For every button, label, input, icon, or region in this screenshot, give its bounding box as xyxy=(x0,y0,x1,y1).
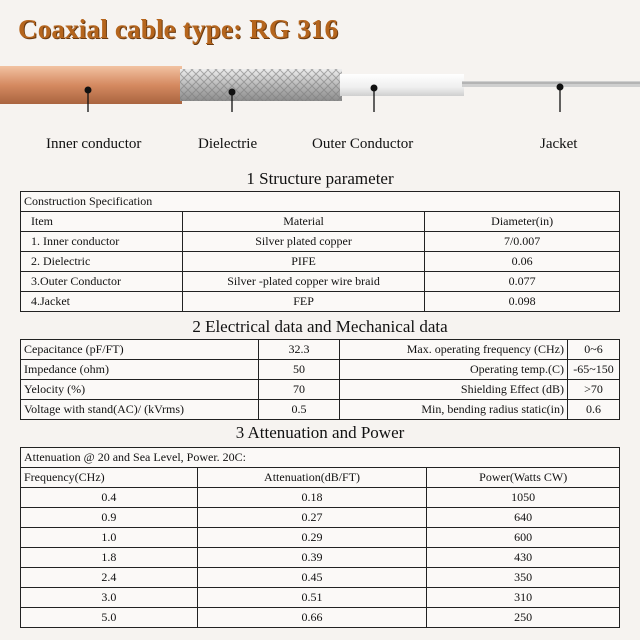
table-cell: 0.6 xyxy=(567,400,619,420)
table-row xyxy=(21,292,620,312)
table-cell: 0.39 xyxy=(197,548,427,568)
table-cell: Impedance (ohm) xyxy=(21,360,259,380)
table-cell: Silver -plated copper wire braid xyxy=(182,272,425,292)
table-cell: 1.0 xyxy=(21,528,198,548)
table-cell: 1.8 xyxy=(21,548,198,568)
table-cell: 7/0.007 xyxy=(425,232,620,252)
table-cell: 0.29 xyxy=(197,528,427,548)
section-attenuation-title: 3 Attenuation and Power xyxy=(235,423,405,442)
label-outer-conductor: Outer Conductor xyxy=(312,136,414,152)
column-header: Material xyxy=(182,212,425,232)
page-title: Coaxial cable type: RG 316 xyxy=(18,14,339,44)
table-cell: Max. operating frequency (CHz) xyxy=(340,340,568,360)
table-cell: Operating temp.(C) xyxy=(340,360,568,380)
table-cell: 250 xyxy=(427,608,620,628)
dielectric-segment xyxy=(340,74,464,96)
table-cell: PIFE xyxy=(182,252,425,272)
table-cell: 0.077 xyxy=(425,272,620,292)
column-header: Item xyxy=(21,212,183,232)
cable-illustration xyxy=(0,62,640,112)
conductor-segment xyxy=(462,81,640,87)
table-row xyxy=(21,232,620,252)
jacket-segment xyxy=(0,66,182,104)
braid-weave xyxy=(180,69,342,101)
table-caption: Attenuation @ 20 and Sea Level, Power. 20C: xyxy=(21,448,620,468)
column-header: Power(Watts CW) xyxy=(427,468,620,488)
table-row xyxy=(21,252,620,272)
label-jacket: Jacket xyxy=(540,136,578,152)
table-cell: 0.06 xyxy=(425,252,620,272)
table-row xyxy=(21,568,620,588)
table-caption-row xyxy=(21,448,620,468)
table-cell: 0.9 xyxy=(21,508,198,528)
table-cell: 2.4 xyxy=(21,568,198,588)
table-cell: 0.51 xyxy=(197,588,427,608)
table-row xyxy=(21,340,620,360)
table-cell: 0.4 xyxy=(21,488,198,508)
table-cell: 600 xyxy=(427,528,620,548)
table-cell: 0~6 xyxy=(567,340,619,360)
table-cell: Shielding Effect (dB) xyxy=(340,380,568,400)
attenuation-table xyxy=(20,447,620,628)
table-cell: -65~150 xyxy=(567,360,619,380)
table-cell: 0.18 xyxy=(197,488,427,508)
table-cell: Min, bending radius static(in) xyxy=(340,400,568,420)
table-row xyxy=(21,508,620,528)
table-row xyxy=(21,608,620,628)
table-cell: 640 xyxy=(427,508,620,528)
table-cell: 70 xyxy=(258,380,340,400)
table-row xyxy=(21,528,620,548)
table-header-row xyxy=(21,468,620,488)
column-header: Diameter(in) xyxy=(425,212,620,232)
label-dielectric: Dielectrie xyxy=(198,136,258,152)
table-cell: 1050 xyxy=(427,488,620,508)
column-header: Frequency(CHz) xyxy=(21,468,198,488)
electrical-table xyxy=(20,339,620,420)
table-cell: 2. Dielectric xyxy=(21,252,183,272)
table-row xyxy=(21,400,620,420)
table-cell: 32.3 xyxy=(258,340,340,360)
table-cell: 50 xyxy=(258,360,340,380)
table-row xyxy=(21,272,620,292)
table-cell: Silver plated copper xyxy=(182,232,425,252)
table-cell: Voltage with stand(AC)/ (kVrms) xyxy=(21,400,259,420)
table-cell: >70 xyxy=(567,380,619,400)
table-header-row xyxy=(21,212,620,232)
table-cell: 3.0 xyxy=(21,588,198,608)
table-cell: 4.Jacket xyxy=(21,292,183,312)
table-cell: Cepacitance (pF/FT) xyxy=(21,340,259,360)
leader-dot-inner xyxy=(85,87,92,94)
structure-table xyxy=(20,191,620,312)
table-caption: Construction Specification xyxy=(21,192,620,212)
table-cell: 0.66 xyxy=(197,608,427,628)
table-cell: 310 xyxy=(427,588,620,608)
table-cell: 0.45 xyxy=(197,568,427,588)
table-cell: 0.27 xyxy=(197,508,427,528)
table-cell: 350 xyxy=(427,568,620,588)
leader-dot-dielectric xyxy=(229,89,236,96)
table-caption-row xyxy=(21,192,620,212)
table-row xyxy=(21,488,620,508)
section-electrical-title: 2 Electrical data and Mechanical data xyxy=(192,317,448,336)
table-cell: FEP xyxy=(182,292,425,312)
section-structure-title: 1 Structure parameter xyxy=(246,169,394,188)
table-cell: 1. Inner conductor xyxy=(21,232,183,252)
table-row xyxy=(21,548,620,568)
table-row xyxy=(21,360,620,380)
table-cell: 0.5 xyxy=(258,400,340,420)
table-cell: Yelocity (%) xyxy=(21,380,259,400)
table-cell: 5.0 xyxy=(21,608,198,628)
leader-dot-outer xyxy=(371,85,378,92)
table-cell: 3.Outer Conductor xyxy=(21,272,183,292)
table-row xyxy=(21,380,620,400)
label-inner-conductor: Inner conductor xyxy=(46,136,142,152)
table-cell: 430 xyxy=(427,548,620,568)
table-cell: 0.098 xyxy=(425,292,620,312)
column-header: Attenuation(dB/FT) xyxy=(197,468,427,488)
table-row xyxy=(21,588,620,608)
leader-dot-jacket xyxy=(557,84,564,91)
